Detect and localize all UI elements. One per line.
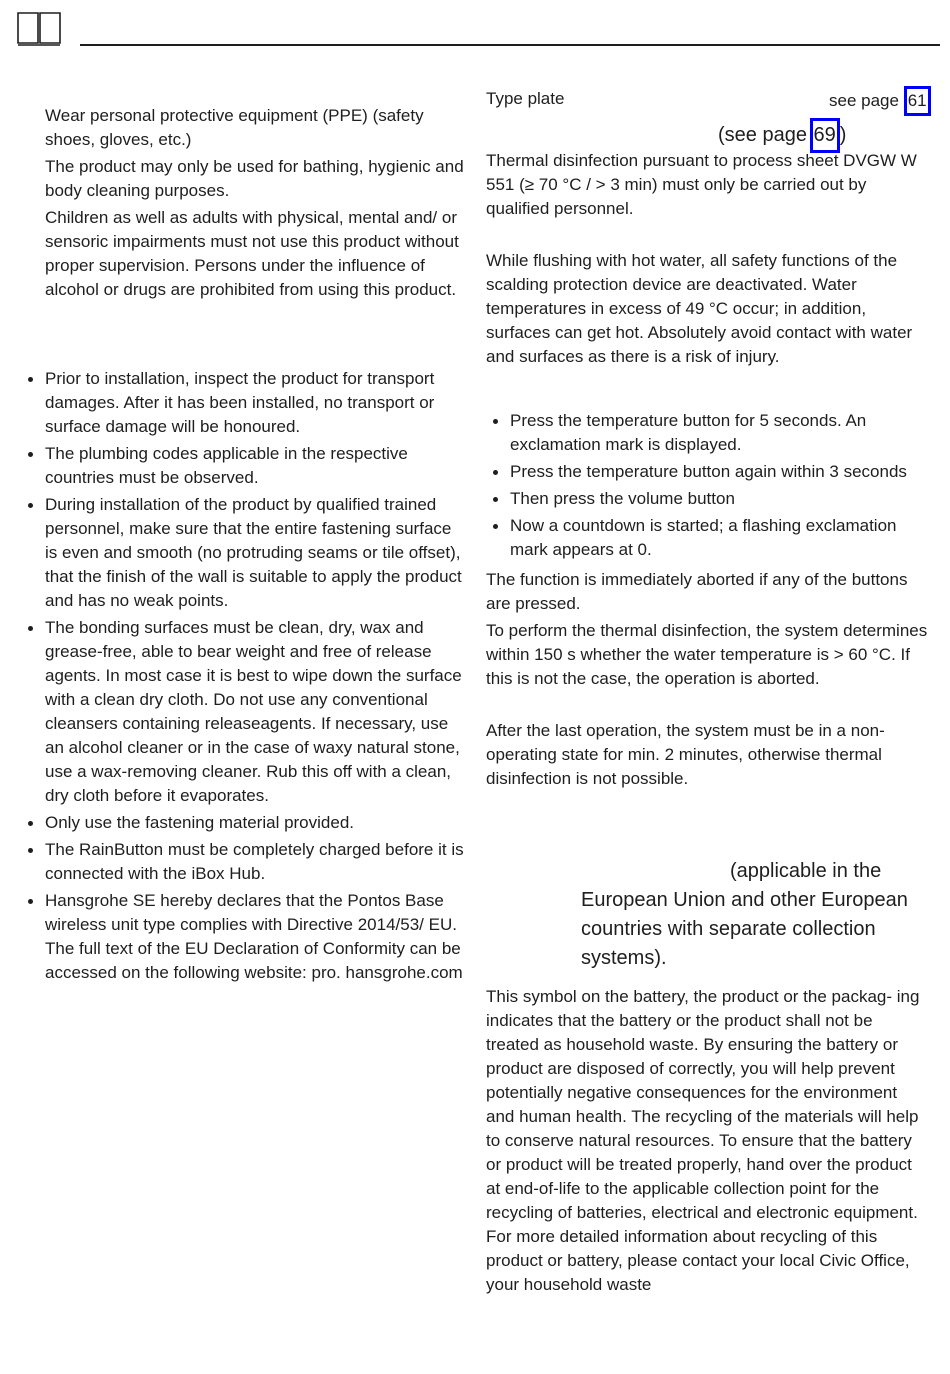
perform-paragraph: To perform the thermal disinfection, the system determines within 150 s whether the water temperature is > 60 °C. If this is not the case, the operation is aborted. bbox=[486, 621, 928, 688]
bullet-icon bbox=[28, 452, 33, 457]
see-page-reference bbox=[718, 118, 846, 153]
bullet-icon bbox=[28, 848, 33, 853]
bullet-icon bbox=[493, 419, 498, 424]
type-plate-label: Type plate bbox=[486, 89, 565, 108]
bullet-icon bbox=[28, 626, 33, 631]
page-link-69[interactable]: 69 bbox=[810, 118, 840, 153]
after-paragraph: After the last operation, the system must be in a non-operating state for min. 2 minutes, otherwise thermal disinfection is not possible. bbox=[486, 721, 885, 788]
see-page-prefix: (see page bbox=[718, 124, 807, 146]
list-item: The plumbing codes applicable in the respective countries must be observed. bbox=[45, 442, 465, 490]
page-link-61[interactable]: 61 bbox=[904, 86, 931, 116]
see-page-suffix: ) bbox=[839, 124, 847, 146]
list-item: The RainButton must be completely charged before it is connected with the iBox Hub. bbox=[45, 838, 465, 886]
list-item: The bonding surfaces must be clean, dry, wax and grease-free, able to bear weight and free of release agents. In most case it is best to wipe down the surface with a clean dry cloth. Do not use any conventional cleansers containing releaseagents. If necessary, use an alcohol cleaner or in the case of waxy natural stone, use a wax-removing cleaner. Rub this off with a clean, dry cloth before it evaporates. bbox=[45, 616, 465, 808]
list-item: Press the temperature button for 5 seconds. An exclamation mark is displayed. bbox=[510, 409, 930, 457]
bullet-icon bbox=[28, 899, 33, 904]
header-rule bbox=[80, 44, 940, 46]
abort-paragraph: The function is immediately aborted if any of the buttons are pressed. bbox=[486, 570, 908, 613]
bullet-icon bbox=[493, 524, 498, 529]
eu-line-2: European Union and other European bbox=[581, 889, 908, 911]
supervision-paragraph: Children as well as adults with physical, mental and/ or sensoric impairments must not use this product without proper supervision. Persons under the influence of alcohol or drugs are prohibited from using this product. bbox=[45, 208, 459, 299]
bullet-icon bbox=[493, 497, 498, 502]
list-item: Then press the volume button bbox=[510, 487, 930, 511]
list-item: Prior to installation, inspect the product for transport damages. After it has been installed, no transport or surface damage will be honoured. bbox=[45, 367, 465, 439]
list-item: Now a countdown is started; a flashing exclamation mark appears at 0. bbox=[510, 514, 930, 562]
installation-notes bbox=[45, 367, 465, 988]
list-item: Press the temperature button again within 3 seconds bbox=[510, 460, 930, 484]
thermal-intro: Thermal disinfection pursuant to process sheet DVGW W 551 (≥ 70 °C / > 3 min) must only be carried out by qualified personnel. bbox=[486, 151, 917, 218]
usage-paragraph: The product may only be used for bathing, hygienic and body cleaning purposes. bbox=[45, 157, 464, 200]
intro-section bbox=[45, 104, 465, 305]
steps-list bbox=[510, 409, 930, 562]
bullet-icon bbox=[28, 503, 33, 508]
bullet-icon bbox=[493, 470, 498, 475]
list-item: Hansgrohe SE hereby declares that the Pontos Base wireless unit type complies with Directive 2014/53/ EU. The full text of the EU Declaration of Conformity can be accessed on the following website: pro. hansgrohe.com bbox=[45, 889, 465, 985]
recycling-paragraph: This symbol on the battery, the product or the packag- ing indicates that the battery or the product shall not be treated as household waste. By ensuring the battery or product are disposed of correctly, you will help prevent potentially negative consequences for the environment and human health. The recycling of the materials will help to conserve natural resources. To ensure that the battery or product will be treated properly, hand over the product at end-of-life to the applicable collection point for the recycling of batteries, electrical and electronic equipment. For more detailed information about recycling of this product or battery, please contact your local Civic Office, your household waste bbox=[486, 987, 920, 1294]
bullet-icon bbox=[28, 377, 33, 382]
ppe-paragraph: Wear personal protective equipment (PPE) (safety shoes, gloves, etc.) bbox=[45, 106, 424, 149]
flushing-warning: While flushing with hot water, all safety functions of the scalding protection device are deactivated. Water temperatures in excess of 49 °C occur; in addition, surfaces can get hot. Absolutely avoid contact with water and surfaces as there is a risk of injury. bbox=[486, 251, 913, 366]
bullet-icon bbox=[28, 821, 33, 826]
list-item: Only use the fastening material provided. bbox=[45, 811, 465, 835]
eu-line-1: (applicable in the bbox=[730, 860, 882, 882]
book-icon bbox=[16, 10, 62, 48]
see-page-label: see page bbox=[829, 91, 899, 110]
list-item: During installation of the product by qualified trained personnel, make sure that the entire fastening surface is even and smooth (no protruding seams or tile offset), that the finish of the wall is suitable to apply the product and has no weak points. bbox=[45, 493, 465, 613]
installation-list bbox=[45, 367, 465, 985]
eu-line-4: systems). bbox=[581, 947, 667, 969]
thermal-steps bbox=[510, 409, 930, 565]
type-plate-reference bbox=[829, 86, 931, 116]
eu-line-3: countries with separate collection bbox=[581, 918, 876, 940]
